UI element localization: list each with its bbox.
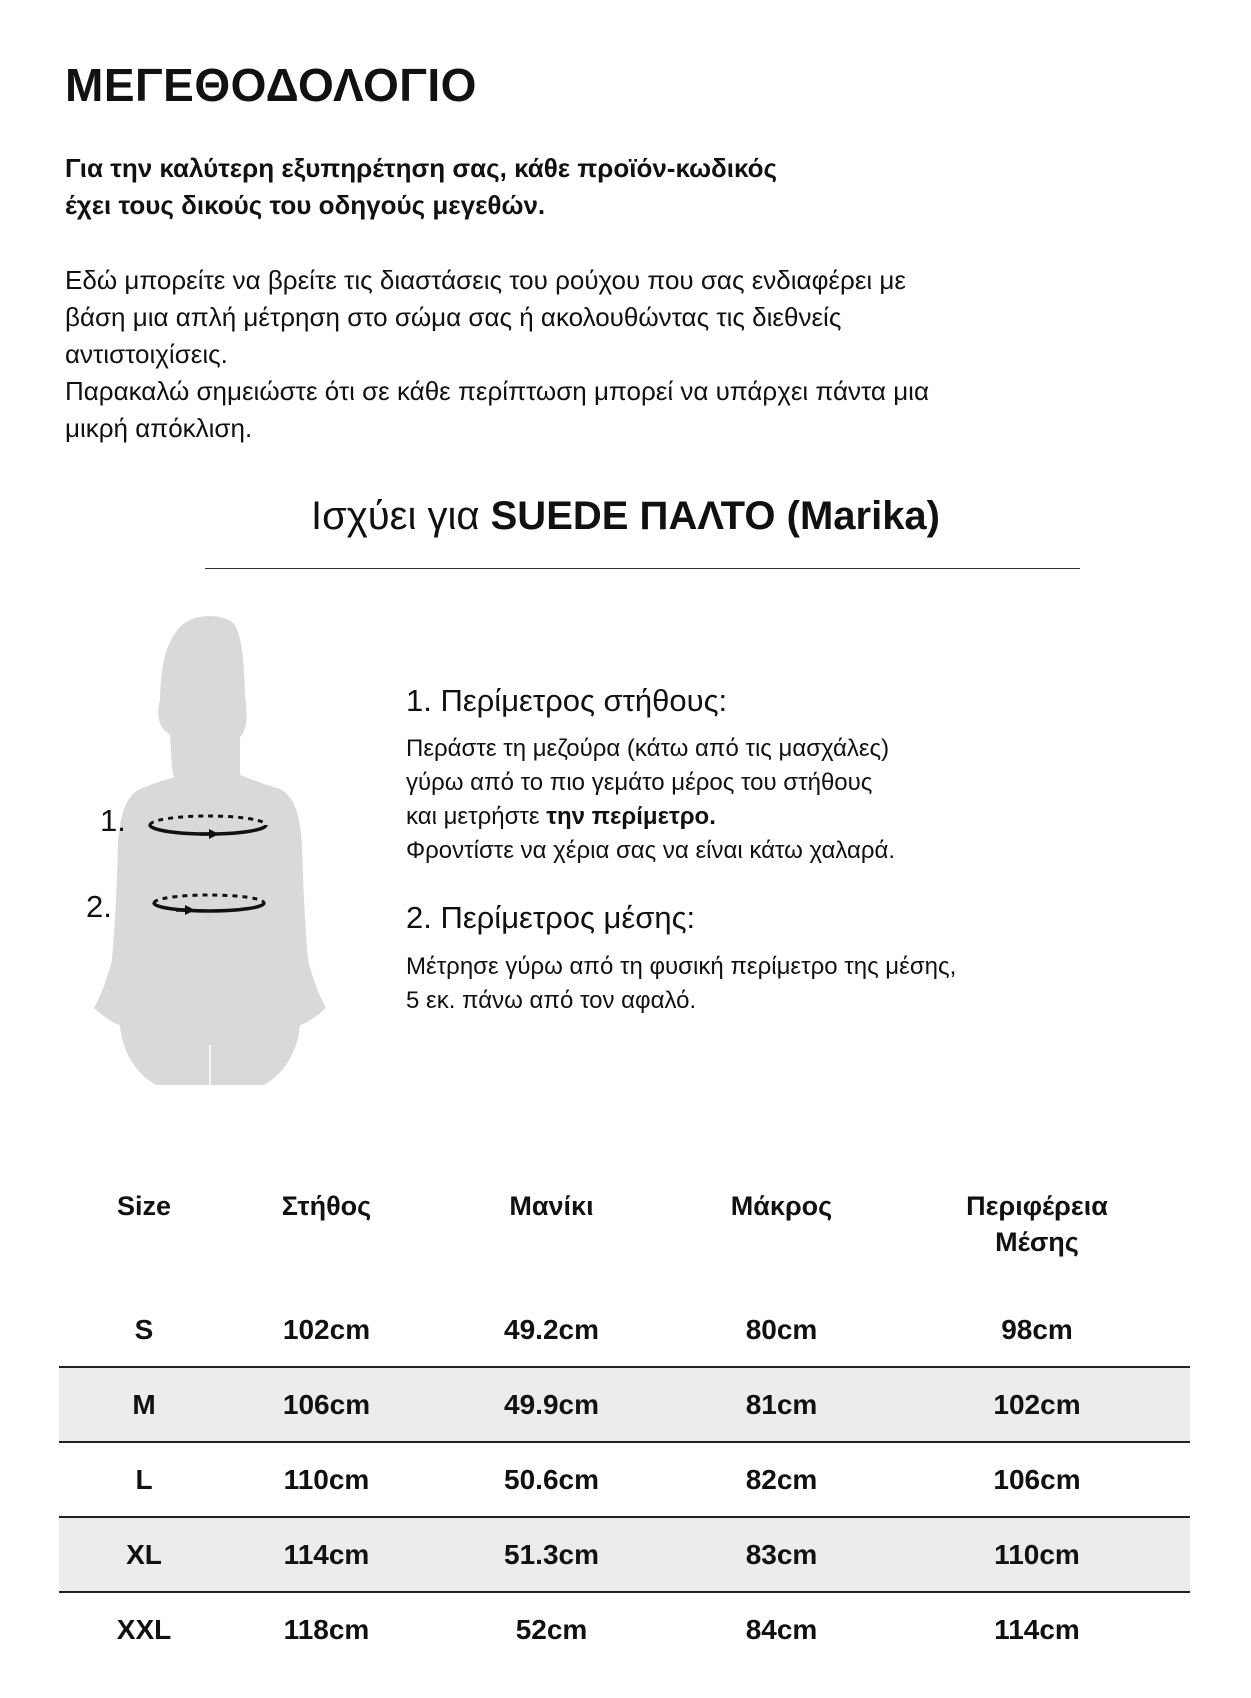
cell-chest: 102cm: [282, 1313, 371, 1345]
heading-divider: [205, 568, 1080, 569]
cell-length: 83cm: [679, 1517, 884, 1592]
cell-size: S: [134, 1313, 154, 1345]
intro-body-line: αντιστοιχίσεις.: [65, 339, 228, 369]
header-length: Μάκρος: [730, 1191, 833, 1221]
intro-body-line: Εδώ μπορείτε να βρείτε τις διαστάσεις του ρούχου που σας ενδιαφέρει με: [65, 265, 906, 295]
instruction-line: Περάστε τη μεζούρα (κάτω από τις μασχάλες): [406, 735, 890, 762]
intro-body-line: βάση μια απλή μέτρηση στο σώμα σας ή ακολουθώντας τις διεθνείς: [65, 302, 842, 332]
cell-length: 80cm: [745, 1313, 818, 1345]
chest-measurement-instructions: [406, 732, 895, 868]
body-silhouette-figure: [80, 605, 340, 1085]
cell-sleeve: 50.6cm: [424, 1442, 679, 1517]
size-chart-table: [59, 1180, 1190, 1666]
cell-size: L: [59, 1442, 229, 1517]
header-waist: [884, 1180, 1190, 1293]
instruction-text: και μετρήστε: [406, 803, 547, 830]
intro-bold-line: έχει τους δικούς του οδηγούς μεγεθών.: [65, 190, 546, 220]
intro-bold-text: [65, 150, 777, 224]
header-waist-line: Μέσης: [995, 1227, 1079, 1257]
instruction-line: Φροντίστε να χέρια σας να είναι κάτω χαλαρά.: [406, 837, 896, 864]
cell-sleeve: 49.9cm: [424, 1367, 679, 1442]
chest-measurement-title: 1. Περίμετρος στήθους:: [406, 683, 728, 718]
cell-chest: 118cm: [229, 1592, 424, 1666]
table-row: [59, 1592, 1190, 1666]
header-chest: Στήθος: [281, 1191, 372, 1221]
silhouette-body-icon: [94, 616, 326, 1085]
table-row: [59, 1367, 1190, 1442]
cell-sleeve: 52cm: [424, 1592, 679, 1666]
header-sleeve: Μανίκι: [509, 1191, 594, 1221]
cell-sleeve: 49.2cm: [504, 1313, 599, 1345]
header-waist-line: Περιφέρεια: [966, 1191, 1108, 1221]
waist-marker-label: 2.: [86, 889, 112, 924]
instruction-emphasis: την περίμετρο.: [546, 803, 716, 830]
cell-length: 82cm: [679, 1442, 884, 1517]
cell-size: XXL: [59, 1592, 229, 1666]
cell-chest: 110cm: [229, 1442, 424, 1517]
applies-prefix: Ισχύει για: [310, 494, 491, 538]
instruction-line: γύρω από το πιο γεμάτο μέρος του στήθους: [406, 769, 873, 796]
instruction-line: [406, 800, 895, 834]
waist-measurement-title: 2. Περίμετρος μέσης:: [406, 900, 696, 935]
table-header-row: [59, 1180, 1190, 1293]
cell-size: XL: [59, 1517, 229, 1592]
cell-chest: 114cm: [229, 1517, 424, 1592]
waist-measurement-instructions: [406, 950, 956, 1018]
intro-bold-line: Για την καλύτερη εξυπηρέτηση σας, κάθε προϊόν-κωδικός: [65, 153, 778, 183]
product-name: SUEDE ΠΑΛΤΟ (Marika): [490, 494, 940, 538]
applies-to-heading: [0, 494, 1251, 539]
cell-waist: 114cm: [884, 1592, 1190, 1666]
cell-size: M: [59, 1367, 229, 1442]
cell-length: 81cm: [679, 1367, 884, 1442]
cell-waist: 110cm: [884, 1517, 1190, 1592]
header-size: Size: [116, 1191, 172, 1221]
table-row: [59, 1442, 1190, 1517]
chest-marker-label: 1.: [100, 803, 126, 838]
instruction-line: Μέτρησε γύρω από τη φυσική περίμετρο της μέσης,: [406, 953, 957, 980]
instruction-line: 5 εκ. πάνω από τον αφαλό.: [406, 987, 697, 1014]
page-title: ΜΕΓΕΘΟΔΟΛΟΓΙΟ: [65, 59, 477, 111]
intro-body-text: [65, 262, 1195, 447]
cell-length: 84cm: [679, 1592, 884, 1666]
intro-body-line: Παρακαλώ σημειώστε ότι σε κάθε περίπτωση μπορεί να υπάρχει πάντα μια: [65, 376, 929, 406]
cell-chest: 106cm: [229, 1367, 424, 1442]
cell-sleeve: 51.3cm: [424, 1517, 679, 1592]
cell-waist: 98cm: [1001, 1313, 1073, 1345]
table-row: [59, 1293, 1190, 1367]
table-row: [59, 1517, 1190, 1592]
cell-waist: 106cm: [884, 1442, 1190, 1517]
cell-waist: 102cm: [884, 1367, 1190, 1442]
intro-body-line: μικρή απόκλιση.: [65, 413, 253, 443]
